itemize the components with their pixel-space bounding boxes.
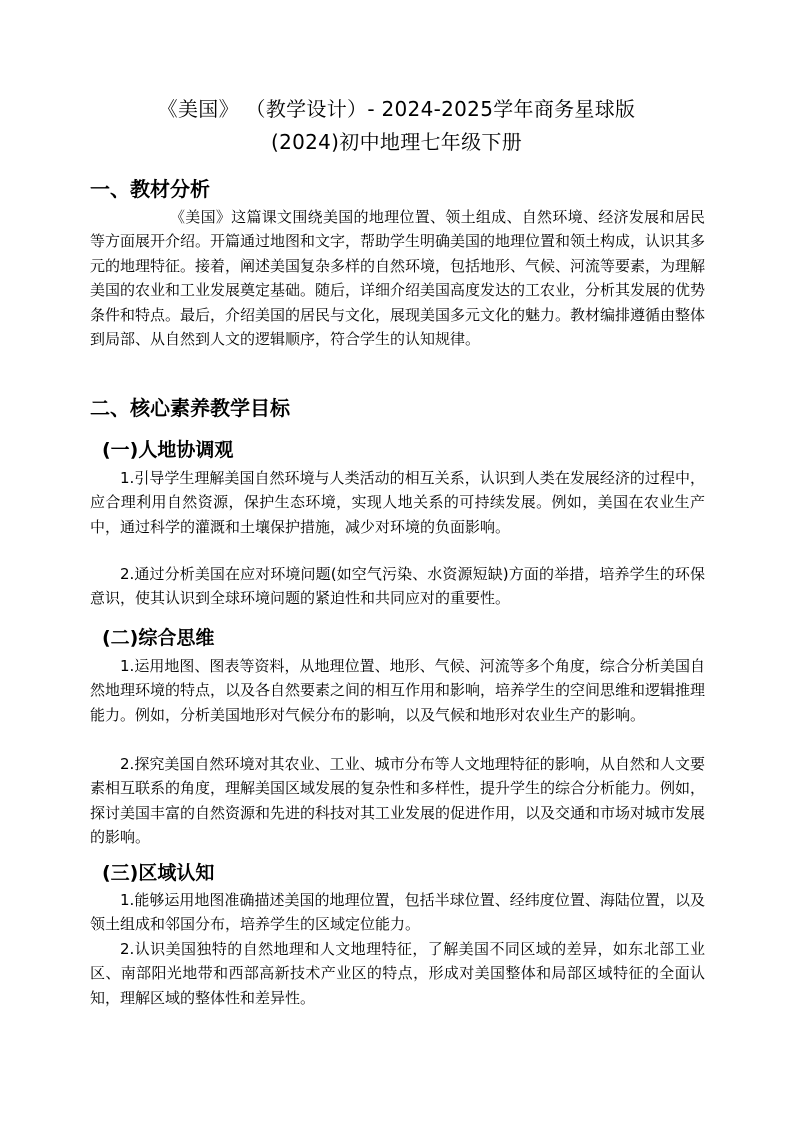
paragraph-human-earth-1: 1.引导学生理解美国自然环境与人类活动的相互关系，认识到人类在发展经济的过程中，应合理利用自然资源，保护生态环境，实现人地关系的可持续发展。例如，美国在农业生产中，通过科学的灌溉和土壤保护措施，减少对环境的负面影响。 <box>90 469 705 536</box>
paragraph-regional-cognition-2: 2.认识美国独特的自然地理和人文地理特征，了解美国不同区域的差异，如东北部工业区、南部阳光地带和西部高新技术产业区的特点，形成对美国整体和局部区域特征的全面认知，理解区域的整体性和差异性。 <box>90 940 705 1007</box>
subsection-heading-regional-cognition: (三)区域认知 <box>102 862 215 884</box>
paragraph-regional-cognition-1: 1.能够运用地图准确描述美国的地理位置，包括半球位置、经纬度位置、海陆位置，以及领土组成和邻国分布，培养学生的区域定位能力。 <box>90 891 705 934</box>
paragraph-human-earth-2: 2.通过分析美国在应对环境问题(如空气污染、水资源短缺)方面的举措，培养学生的环保意识，使其认识到全球环境问题的紧迫性和共同应对的重要性。 <box>90 565 705 608</box>
document-title-line-1: 《美国》 （教学设计）- 2024-2025学年商务星球版 <box>157 97 636 121</box>
document-title-line-2: (2024)初中地理七年级下册 <box>270 130 522 154</box>
subsection-heading-integrated-thinking: (二)综合思维 <box>102 627 215 649</box>
subsection-heading-human-earth: (一)人地协调观 <box>102 439 234 461</box>
section-heading-textbook-analysis: 一、教材分析 <box>90 177 210 201</box>
section-heading-core-goals: 二、核心素养教学目标 <box>90 396 290 420</box>
paragraph-integrated-thinking-2: 2.探究美国自然环境对其农业、工业、城市分布等人文地理特征的影响，从自然和人文要素相互联系的角度，理解美国区域发展的复杂性和多样性，提升学生的综合分析能力。例如，探讨美国丰富的自然资源和先进的科技对其工业发展的促进作用，以及交通和市场对城市发展的影响。 <box>90 755 706 847</box>
paragraph-integrated-thinking-1: 1.运用地图、图表等资料，从地理位置、地形、气候、河流等多个角度，综合分析美国自然地理环境的特点，以及各自然要素之间的相互作用和影响，培养学生的空间思维和逻辑推理能力。例如，分析美国地形对气候分布的影响，以及气候和地形对农业生产的影响。 <box>90 657 706 724</box>
paragraph-textbook-analysis: 《美国》这篇课文围绕美国的地理位置、领土组成、自然环境、经济发展和居民等方面展开介绍。开篇通过地图和文字，帮助学生明确美国的地理位置和领土构成，认识其多元的地理特征。接着，阐述美国复杂多样的自然环境，包括地形、气候、河流等要素，为理解美国的农业和工业发展奠定基础。随后，详细介绍美国高度发达的工农业，分析其发展的优势条件和特点。最后，介绍美国的居民与文化，展现美国多元文化的魅力。教材编排遵循由整体到局部、从自然到人文的逻辑顺序，符合学生的认知规律。 <box>90 208 706 349</box>
